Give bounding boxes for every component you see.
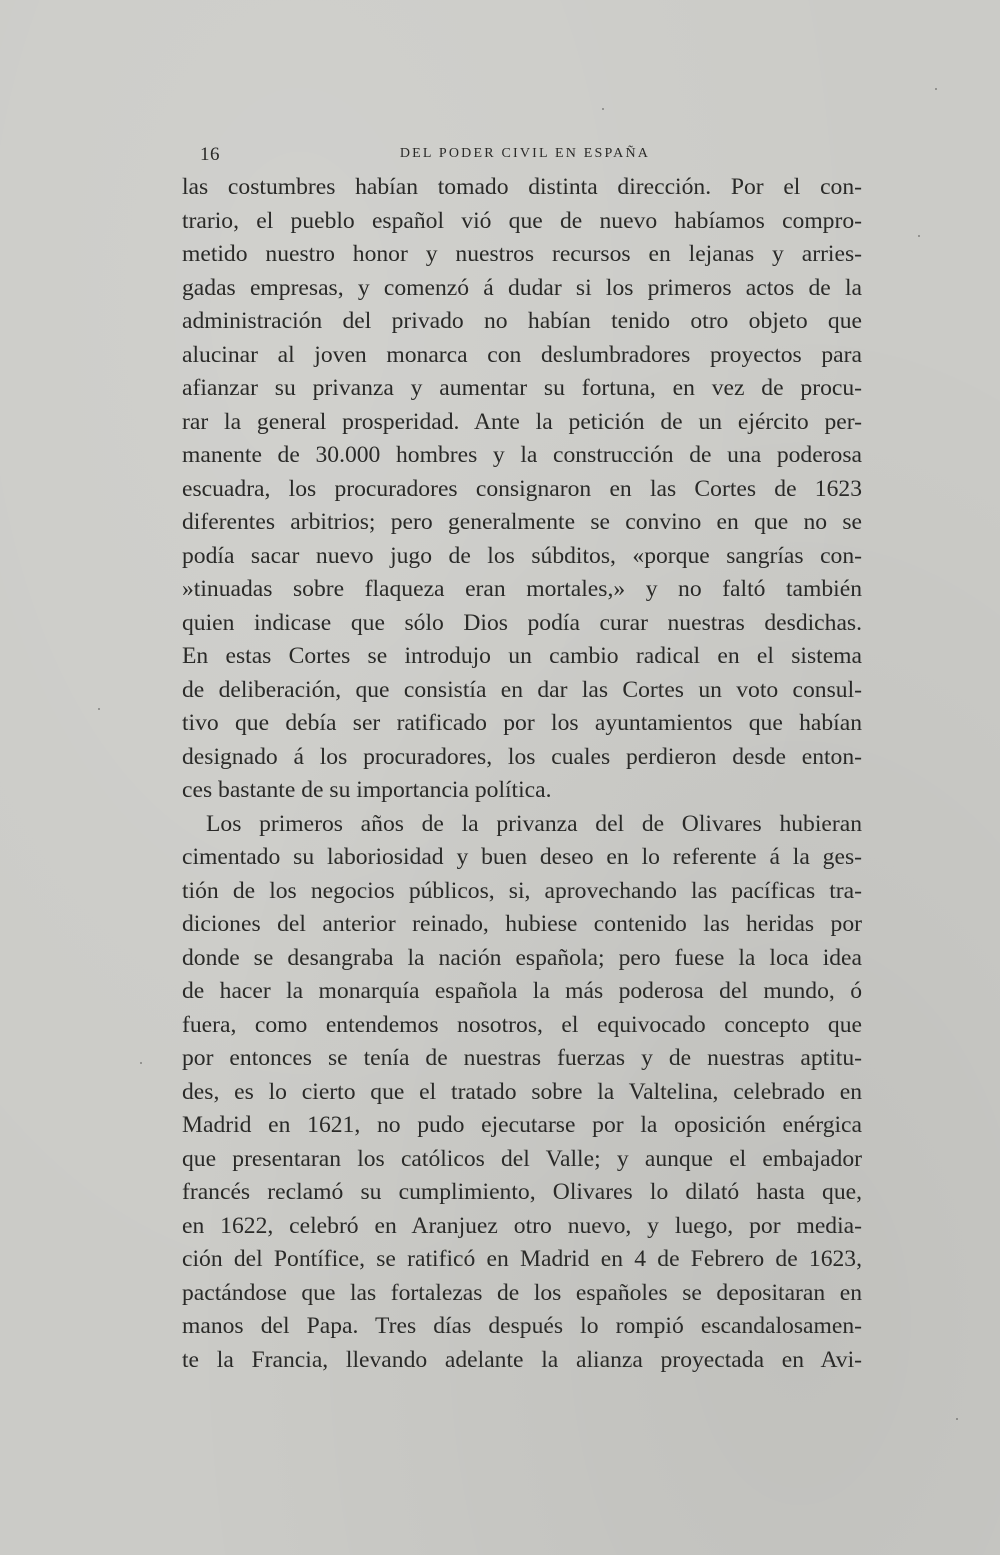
- running-title: DEL PODER CIVIL EN ESPAÑA: [399, 146, 651, 161]
- text-line: manente de 30.000 hombres y la construcción de una poderosa: [182, 442, 862, 468]
- paragraph: [182, 171, 862, 808]
- text-line: fuera, como entendemos nosotros, el equivocado concepto que: [182, 1011, 862, 1038]
- text-line: donde se desangraba la nación española; pero fuese la loca idea: [182, 944, 862, 971]
- text-line: diferentes arbitrios; pero generalmente se convino en que no se: [182, 509, 862, 535]
- text-line: administración del privado no habían tenido otro objeto que: [182, 308, 862, 334]
- text-line: que presentaran los católicos del Valle; y aunque el embajador: [182, 1145, 862, 1172]
- text-line: rar la general prosperidad. Ante la petición de un ejército per-: [182, 408, 862, 435]
- paper-speck: [918, 235, 920, 237]
- text-line: tión de los negocios públicos, si, aprovechando las pacíficas tra-: [182, 877, 862, 904]
- paper-speck: [602, 108, 604, 110]
- text-line: ción del Pontífice, se ratificó en Madrid en 4 de Febrero de 1623,: [182, 1246, 862, 1272]
- text-line: Los primeros años de la privanza del de Olivares hubieran: [206, 810, 862, 837]
- paragraph: [182, 808, 862, 1378]
- text-line: gadas empresas, y comenzó á dudar si los primeros actos de la: [182, 274, 862, 301]
- text-line: te la Francia, llevando adelante la alianza proyectada en Avi-: [182, 1346, 862, 1373]
- running-head: [180, 144, 870, 168]
- text-line: trario, el pueblo español vió que de nuevo habíamos compro-: [182, 207, 862, 234]
- paper-speck: [98, 708, 100, 710]
- text-line: quien indicase que sólo Dios podía curar nuestras desdichas.: [182, 609, 862, 636]
- text-line: ces bastante de su importancia política.: [182, 777, 552, 803]
- text-line: diciones del anterior reinado, hubiese contenido las heridas por: [182, 911, 862, 937]
- text-line: francés reclamó su cumplimiento, Olivares lo dilató hasta que,: [182, 1179, 862, 1205]
- text-line: las costumbres habían tomado distinta dirección. Por el con-: [182, 174, 862, 200]
- text-line: tivo que debía ser ratificado por los ayuntamientos que habían: [182, 710, 862, 736]
- page-number: 16: [200, 144, 220, 165]
- paper-speck: [935, 88, 937, 90]
- text-line: »tinuadas sobre flaqueza eran mortales,» y no faltó también: [182, 576, 862, 602]
- text-line: podía sacar nuevo jugo de los súbditos, «porque sangrías con-: [182, 542, 862, 569]
- text-line: afianzar su privanza y aumentar su fortuna, en vez de procu-: [182, 375, 862, 401]
- text-line: cimentado su laboriosidad y buen deseo en lo referente á la ges-: [182, 844, 862, 870]
- text-line: En estas Cortes se introdujo un cambio radical en el sistema: [182, 643, 862, 669]
- text-line: por entonces se tenía de nuestras fuerzas y de nuestras aptitu-: [182, 1045, 862, 1071]
- body-text: [182, 171, 862, 1377]
- text-line: escuadra, los procuradores consignaron en las Cortes de 1623: [182, 475, 862, 502]
- text-line: alucinar al joven monarca con deslumbradores proyectos para: [182, 341, 862, 368]
- paper-speck: [956, 1418, 958, 1420]
- paper-speck: [140, 1062, 142, 1064]
- text-line: en 1622, celebró en Aranjuez otro nuevo, y luego, por media-: [182, 1212, 862, 1239]
- text-line: de deliberación, que consistía en dar las Cortes un voto consul-: [182, 676, 862, 703]
- text-line: metido nuestro honor y nuestros recursos en lejanas y arries-: [182, 241, 862, 267]
- text-line: pactándose que las fortalezas de los españoles se depositaran en: [182, 1279, 862, 1306]
- text-line: manos del Papa. Tres días después lo rompió escandalosamen-: [182, 1313, 862, 1339]
- text-line: des, es lo cierto que el tratado sobre la Valtelina, celebrado en: [182, 1078, 862, 1105]
- text-line: designado á los procuradores, los cuales perdieron desde enton-: [182, 743, 862, 770]
- text-line: Madrid en 1621, no pudo ejecutarse por la oposición enérgica: [182, 1112, 862, 1138]
- text-line: de hacer la monarquía española la más poderosa del mundo, ó: [182, 978, 862, 1004]
